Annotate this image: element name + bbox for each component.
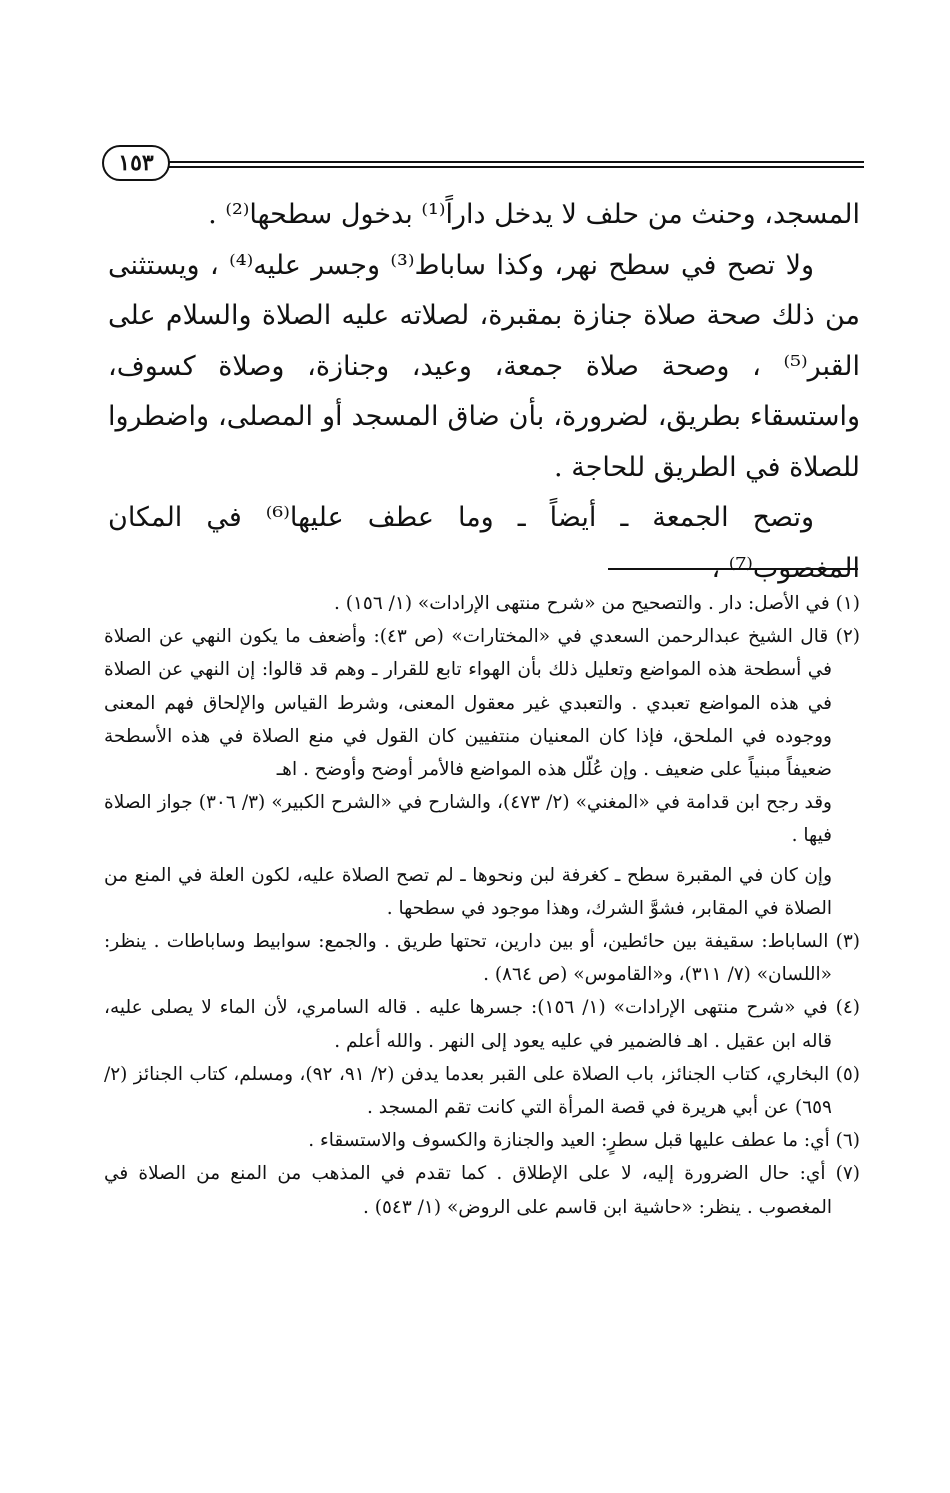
footnote-2-continuation: وإن كان في المقبرة سطح ـ كغرفة لبن ونحوها ـ لم تصح الصلاة عليه، لكون العلة في المنع من الصلاة في المقابر، فشوَّ الشرك، وهذا موجود في سطحها . bbox=[104, 864, 832, 919]
footnote-6: (٦) أي: ما عطف عليها قبل سطرٍ: العيد والجنازة والكسوف والاستسقاء . bbox=[308, 1130, 860, 1152]
page-number: ١٥٣ bbox=[102, 145, 170, 181]
footnote-1: (١) في الأصل: دار . والتصحيح من «شرح منتهى الإرادات» (١/ ١٥٦) . bbox=[333, 593, 860, 614]
footnote-separator bbox=[608, 568, 858, 570]
footnote-4: (٤) في «شرح منتهى الإرادات» (١/ ١٥٦): جسرها عليه . قاله السامري، لأن الماء لا يصلى عليه، قاله ابن عقيل . اهـ فالضمير في عليه يعود إلى النهر . والله أعلم . bbox=[104, 997, 860, 1052]
footnote-2-continuation: وقد رجح ابن قدامة في «المغني» (٢/ ٤٧٣)، والشارح في «الشرح الكبير» (٣/ ٣٠٦) جواز الصلاة فيها . bbox=[104, 792, 832, 847]
footnote-3: (٣) الساباط: سقيفة بين حائطين، أو بين دارين، تحتها طريق . والجمع: سوابيط وساباطات . ينظر: «اللسان» (٧/ ٣١١)، و«القاموس» (ص ٨٦٤) . bbox=[104, 931, 860, 986]
main-paragraph: ولا تصح في سطح نهر، وكذا ساباط⁽³⁾ وجسر عليه⁽⁴⁾ ، ويستثنى من ذلك صحة صلاة جنازة بمقبرة، لصلاته عليه الصلاة والسلام على القبر⁽⁵⁾ ، وصحة صلاة جمعة، وعيد، وجنازة، وصلاة كسوف، واستسقاء بطريق، لضرورة، بأن ضاق المسجد أو المصلى، واضطروا للصلاة في الطريق للحاجة . bbox=[108, 249, 860, 483]
main-text bbox=[108, 190, 860, 594]
footnotes bbox=[104, 587, 860, 1224]
header-rule bbox=[158, 161, 864, 168]
footnote-2: (٢) قال الشيخ عبدالرحمن السعدي في «المختارات» (ص ٤٣): وأضعف ما يكون النهي عن الصلاة في أسطحة هذه المواضع وتعليل ذلك بأن الهواء تابع للقرار ـ وهم قد قالوا: إن النهي عن الصلاة في هذه المواضع تعبدي . والتعبدي غير معقول المعنى، وشرط القياس والإلحاق فهم المعنى ووجوده في الملحق، فإذا كان المعنيان منتفيين كان القول في منع الصلاة في هذه الأسطحة ضعيفاً مبنياً على ضعيف . وإن عُلّل هذه المواضع فالأمر أوضح وأوضح . اهـ bbox=[104, 626, 861, 781]
main-paragraph: وتصح الجمعة ـ أيضاً ـ وما عطف عليها⁽⁶⁾ في المكان المغصوب⁽⁷⁾ ، bbox=[108, 502, 860, 584]
main-paragraph: المسجد، وحنث من حلف لا يدخل داراً⁽¹⁾ بدخول سطحها⁽²⁾ . bbox=[208, 199, 860, 230]
footnote-7: (٧) أي: حال الضرورة إليه، لا على الإطلاق . كما تقدم في المذهب من المنع من الصلاة في المغصوب . ينظر: «حاشية ابن قاسم على الروض» (١/ ٥٤٣) . bbox=[104, 1163, 860, 1218]
footnote-5: (٥) البخاري، كتاب الجنائز، باب الصلاة على القبر بعدما يدفن (٢/ ٩١، ٩٢)، ومسلم، كتاب الجنائز (٢/ ٦٥٩) عن أبي هريرة في قصة المرأة التي كانت تقم المسجد . bbox=[104, 1063, 860, 1119]
